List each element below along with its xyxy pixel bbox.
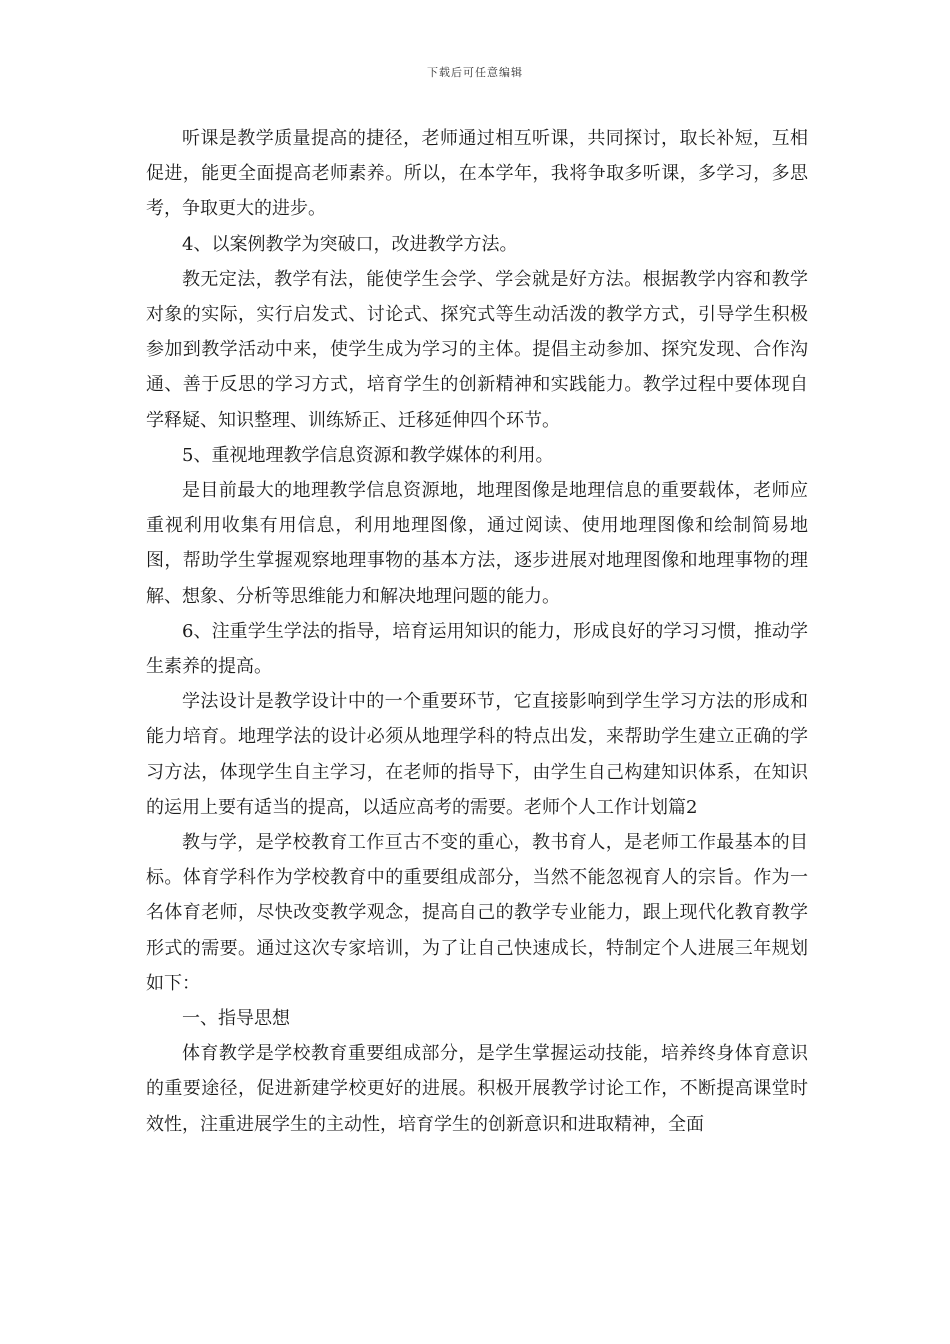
- paragraph: 4、以案例教学为突破口，改进教学方法。: [182, 233, 518, 255]
- document-body: [146, 121, 808, 1142]
- paragraph: 学法设计是教学设计中的一个重要环节，它直接影响到学生学习方法的形成和能力培育。地理学法的设计必须从地理学科的特点出发，来帮助学生建立正确的学习方法，体现学生自主学习，在老师的指导下，由学生自己构建知识体系，在知识的运用上要有适当的提高，以适应高考的需要。老师个人工作计划篇2: [146, 691, 808, 818]
- page-header: 下载后可任意编辑: [427, 66, 523, 79]
- paragraph: 是目前最大的地理教学信息资源地，地理图像是地理信息的重要载体，老师应重视利用收集有用信息，利用地理图像，通过阅读、使用地理图像和绘制简易地图，帮助学生掌握观察地理事物的基本方法，逐步进展对地理图像和地理事物的理解、想象、分析等思维能力和解决地理问题的能力。: [146, 480, 808, 607]
- paragraph: 体育教学是学校教育重要组成部分，是学生掌握运动技能，培养终身体育意识的重要途径，促进新建学校更好的进展。积极开展教学讨论工作，不断提高课堂时效性，注重进展学生的主动性，培育学生的创新意识和进取精神，全面: [146, 1043, 808, 1135]
- paragraph: 听课是教学质量提高的捷径，老师通过相互听课，共同探讨，取长补短，互相促进，能更全面提高老师素养。所以，在本学年，我将争取多听课，多学习，多思考，争取更大的进步。: [146, 128, 808, 220]
- paragraph: 6、注重学生学法的指导，培育运用知识的能力，形成良好的学习习惯，推动学生素养的提高。: [146, 620, 808, 678]
- paragraph: 教无定法，教学有法，能使学生会学、学会就是好方法。根据教学内容和教学对象的实际，实行启发式、讨论式、探究式等生动活泼的教学方式，引导学生积极参加到教学活动中来，使学生成为学习的主体。提倡主动参加、探究发现、合作沟通、善于反思的学习方式，培育学生的创新精神和实践能力。教学过程中要体现自学释疑、知识整理、训练矫正、迁移延伸四个环节。: [146, 268, 808, 431]
- paragraph: 5、重视地理教学信息资源和教学媒体的利用。: [182, 444, 554, 466]
- paragraph: 教与学，是学校教育工作亘古不变的重心，教书育人，是老师工作最基本的目标。体育学科作为学校教育中的重要组成部分，当然不能忽视育人的宗旨。作为一名体育老师，尽快改变教学观念，提高自己的教学专业能力，跟上现代化教育教学形式的需要。通过这次专家培训，为了让自己快速成长，特制定个人进展三年规划如下：: [146, 832, 808, 994]
- section-heading: 一、指导思想: [182, 1008, 290, 1030]
